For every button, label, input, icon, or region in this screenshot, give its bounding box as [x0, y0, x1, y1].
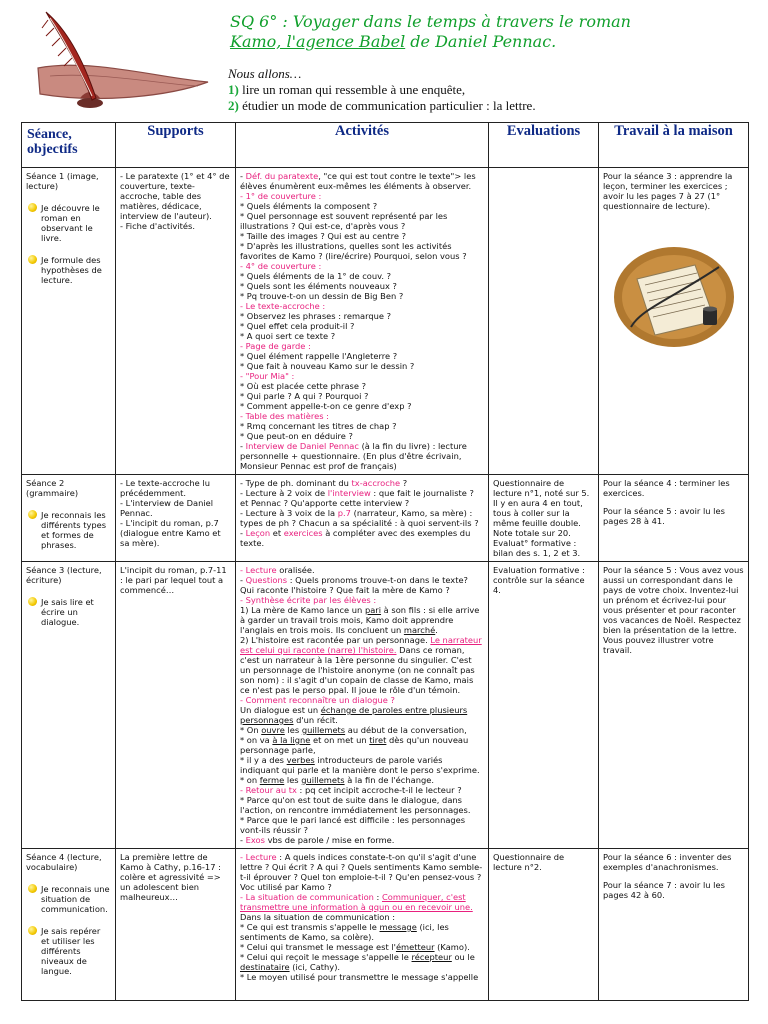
activity-text: vbs de parole / mise en forme.	[264, 835, 395, 845]
activity-line	[240, 892, 484, 922]
activity-text: * A quoi sert ce texte ?	[240, 331, 336, 341]
activity-text: Interview de Daniel Pennac	[245, 441, 359, 451]
activity-text: 1) La mère de Kamo lance un	[240, 605, 365, 615]
activity-text: Dans la situation de communication :	[240, 912, 396, 922]
activity-line	[240, 528, 484, 548]
activity-line	[240, 291, 484, 301]
activity-text: * Pq trouve-t-on un dessin de Big Ben ?	[240, 291, 404, 301]
activity-line	[240, 311, 484, 321]
activity-line	[240, 211, 484, 231]
supports-cell	[116, 475, 236, 562]
travail-item: Pour la séance 4 : terminer les exercices.	[603, 478, 730, 498]
header-supports: Supports	[116, 123, 236, 168]
activity-text: - "Pour Mia" :	[240, 371, 295, 381]
activity-line	[240, 755, 484, 775]
scroll-letter-icon	[611, 239, 737, 351]
activity-text: - Type de ph. dominant du	[240, 478, 352, 488]
activity-text: (à la fin du livre) : lecture personnelle + questionnaire. (En plus d'être écrivain, Monsieur Pennac est prof de français)	[240, 441, 467, 471]
activity-text: récepteur	[411, 952, 452, 962]
intro	[228, 66, 748, 114]
objective-item	[26, 597, 111, 627]
activity-line	[240, 321, 484, 331]
seance-label: Séance 1 (image, lecture)	[26, 171, 99, 191]
goal-2-text: étudier un mode de communication particulier : la lettre.	[238, 98, 536, 113]
travail-cell	[599, 562, 749, 849]
activity-text: l'interview	[327, 488, 371, 498]
activity-text: 2) L'histoire est racontée par un personnage.	[240, 635, 431, 645]
activity-text: les	[284, 725, 302, 735]
evaluations-cell	[489, 475, 599, 562]
activity-text: * Le moyen utilisé pour transmettre le message s'appelle	[240, 972, 479, 982]
activity-line	[240, 241, 484, 261]
seance-label: Séance 4 (lecture, vocabulaire)	[26, 852, 102, 872]
activity-text: * Celui qui transmet le message est l'	[240, 942, 396, 952]
activity-text: * Rmq concernant les titres de chap ?	[240, 421, 397, 431]
evaluations-cell	[489, 849, 599, 1001]
activity-line	[240, 635, 484, 695]
activity-line	[240, 508, 484, 528]
activity-text: - 1° de couverture :	[240, 191, 322, 201]
goal-1-text: lire un roman qui ressemble à une enquête,	[238, 82, 466, 97]
activity-text: à compléter avec des exemples du texte.	[240, 528, 471, 548]
activity-text: message	[379, 922, 417, 932]
activity-line	[240, 431, 484, 441]
activity-text: destinataire	[240, 962, 290, 972]
activity-text: .	[435, 625, 438, 635]
activity-text: * Observez les phrases : remarque ?	[240, 311, 392, 321]
activity-text: * on va	[240, 735, 273, 745]
activity-text: - Comment reconnaître un dialogue ?	[240, 695, 395, 705]
activity-line	[240, 952, 484, 972]
sun-bullet-icon	[28, 510, 37, 519]
objective-text: Je formule des hypothèses de lecture.	[41, 255, 102, 285]
sun-bullet-icon	[28, 926, 37, 935]
activity-text: et on met un	[310, 735, 370, 745]
activity-text: :	[373, 892, 382, 902]
activity-text: * Qui parle ? A qui ? Pourquoi ?	[240, 391, 369, 401]
evaluations-cell	[489, 562, 599, 849]
intro-lead: Nous allons…	[228, 66, 302, 81]
support-item: - L'interview de Daniel Pennac.	[120, 498, 214, 518]
objective-item	[26, 926, 111, 976]
page-title: SQ 6° : Voyager dans le temps à travers le roman	[230, 12, 631, 31]
support-item: La première lettre de Kamo à Cathy, p.16-17 : colère et agressivité => un adolescent bien malheureux…	[120, 852, 221, 902]
activity-line	[240, 371, 484, 381]
goal-1-number: 1)	[228, 82, 239, 97]
activity-text: (Kamo).	[434, 942, 470, 952]
goal-2-number: 2)	[228, 98, 239, 113]
activity-text: -	[240, 835, 246, 845]
activity-line	[240, 391, 484, 401]
sun-bullet-icon	[28, 884, 37, 893]
seance-cell	[22, 475, 116, 562]
activity-text: -	[240, 171, 246, 181]
sun-bullet-icon	[28, 255, 37, 264]
header-evaluations: Evaluations	[489, 123, 599, 168]
title-block	[230, 12, 750, 52]
activity-line	[240, 351, 484, 361]
support-item: - Fiche d'activités.	[120, 221, 195, 231]
activity-line	[240, 605, 484, 635]
activites-cell	[236, 849, 489, 1001]
activity-text: - Lecture	[240, 852, 277, 862]
activity-line	[240, 595, 484, 605]
activity-line	[240, 381, 484, 391]
seance-cell	[22, 168, 116, 475]
activity-line	[240, 795, 484, 815]
table-row	[22, 562, 749, 849]
table-body	[22, 168, 749, 1001]
book-title-line	[230, 32, 750, 52]
activity-line	[240, 942, 484, 952]
activity-text: * Que fait à nouveau Kamo sur le dessin ?	[240, 361, 415, 371]
activity-text: ouvre	[261, 725, 285, 735]
activity-line	[240, 835, 484, 845]
activity-text: au début de la conversation,	[345, 725, 467, 735]
activity-text: * Quel élément rappelle l'Angleterre ?	[240, 351, 398, 361]
activity-line	[240, 785, 484, 795]
activity-text: , "ce qui est tout contre le texte"> les élèves énumèrent eux-mêmes les éléments à observer.	[240, 171, 476, 191]
activity-text: - Lecture à 2 voix de	[240, 488, 328, 498]
goal-1	[228, 82, 748, 98]
activity-text: Exos	[245, 835, 265, 845]
activity-text: marché	[403, 625, 436, 635]
activity-text: * Ce qui est transmis s'appelle le	[240, 922, 380, 932]
evaluation-item: Questionnaire de lecture n°1, noté sur 5. Il y en aura 4 en tout, tous à coller sur la même feuille double. Note totale sur 20. Evaluat° formative : bilan des s. 1, 2 et 3.	[493, 478, 590, 558]
activity-text: oralisée.	[276, 565, 315, 575]
activity-text: - Le texte-accroche :	[240, 301, 326, 311]
objective-text: Je sais lire et écrire un dialogue.	[41, 597, 94, 627]
activity-line	[240, 421, 484, 431]
seance-cell	[22, 849, 116, 1001]
header-travail: Travail à la maison	[599, 123, 749, 168]
activity-line	[240, 705, 484, 725]
evaluation-item: Evaluation formative : contrôle sur la séance 4.	[493, 565, 585, 595]
sun-bullet-icon	[28, 203, 37, 212]
objective-item	[26, 510, 111, 550]
activity-text: d'un récit.	[293, 715, 338, 725]
activity-text: pari	[364, 605, 382, 615]
activity-text: -	[240, 441, 246, 451]
activity-text: Un dialogue est un	[240, 705, 321, 715]
activity-text: et	[270, 528, 284, 538]
travail-item: Pour la séance 7 : avoir lu les pages 42 à 60.	[603, 880, 725, 900]
objective-text: Je sais repérer et utiliser les différents niveaux de langue.	[41, 926, 101, 976]
activites-cell	[236, 475, 489, 562]
activity-line	[240, 301, 484, 311]
activity-text: -	[240, 575, 246, 585]
activity-line	[240, 565, 484, 575]
activity-text: * Taille des images ? Qui est au centre ?	[240, 231, 406, 241]
activity-text: * Celui qui reçoit le message s'appelle le	[240, 952, 412, 962]
activity-line	[240, 488, 484, 508]
objective-text: Je reconnais les différents types et formes de phrases.	[41, 510, 107, 550]
header-activites: Activités	[236, 123, 489, 168]
table-row	[22, 168, 749, 475]
activity-text: Leçon	[245, 528, 271, 538]
activity-line	[240, 411, 484, 421]
activity-line	[240, 231, 484, 241]
activity-line	[240, 852, 484, 892]
supports-cell	[116, 562, 236, 849]
travail-cell	[599, 475, 749, 562]
activity-text: tiret	[369, 735, 387, 745]
support-item: - Le paratexte (1° et 4° de couverture, texte-accroche, table des matières, dédicace, interview de l'auteur).	[120, 171, 230, 221]
activity-line	[240, 922, 484, 942]
activity-text: - Table des matières :	[240, 411, 329, 421]
activity-text: * Parce que le pari lancé est difficile : les personnages vont-ils réussir ?	[240, 815, 466, 835]
activity-text: à la ligne	[272, 735, 311, 745]
book-author: de Daniel Pennac.	[405, 32, 557, 51]
seance-label: Séance 3 (lecture, écriture)	[26, 565, 102, 585]
support-item: - L'incipit du roman, p.7 (dialogue entre Kamo et sa mère).	[120, 518, 221, 548]
activity-text: * Que peut-on en déduire ?	[240, 431, 353, 441]
activity-text: ?	[400, 478, 408, 488]
activity-line	[240, 271, 484, 281]
activity-text: introducteurs de parole variés indiquant qui parle et la manière dont le perso s'exprime.	[240, 755, 480, 775]
activity-text: Déf. du paratexte	[245, 171, 319, 181]
activity-text: guillemets	[301, 725, 346, 735]
activity-text: * Parce qu'on est tout de suite dans le dialogue, dans l'action, on rencontre immédiatement les personnages.	[240, 795, 471, 815]
evaluation-item: Questionnaire de lecture n°2.	[493, 852, 565, 872]
activity-line	[240, 281, 484, 291]
table-row	[22, 849, 749, 1001]
activity-text: * On	[240, 725, 262, 735]
activity-text: émetteur	[395, 942, 435, 952]
activity-text: * on	[240, 775, 260, 785]
supports-cell	[116, 849, 236, 1001]
activity-line	[240, 261, 484, 271]
activity-text: - Page de garde :	[240, 341, 311, 351]
activity-text: -	[240, 528, 246, 538]
activity-text: - Lecture	[240, 565, 277, 575]
activity-text: ou le	[451, 952, 475, 962]
activity-text: dès qu'un nouveau personnage parle,	[240, 735, 469, 755]
support-item: - Le texte-accroche lu précédemment.	[120, 478, 210, 498]
objective-item	[26, 203, 111, 243]
activity-text: Questions	[245, 575, 288, 585]
table-header-row	[22, 123, 749, 168]
activity-text: * Quels sont les éléments nouveaux ?	[240, 281, 397, 291]
travail-item: Pour la séance 6 : inventer des exemples d'anachronismes.	[603, 852, 732, 872]
activity-line	[240, 478, 484, 488]
book-title: Kamo, l'agence Babel	[230, 32, 406, 51]
activity-text: guillemets	[301, 775, 345, 785]
activity-line	[240, 201, 484, 211]
activity-text: à son fils : si elle arrive à garder un travail trois mois, Kamo doit apprendre l'anglais en trois mois. Ils concluent un	[240, 605, 480, 635]
activity-text: : A quels indices constate-t-on qu'il s'agit d'une lettre ? Qui écrit ? A qui ? Quels sentiments Kamo semble-t-il éprouver ? Quel ton emploie-t-il ? Qu'en pensez-vous ? Voc utilisé par Kamo ?	[240, 852, 483, 892]
activity-text: (ici, les sentiments de Kamo, sa colère).	[240, 922, 449, 942]
evaluations-cell	[489, 168, 599, 475]
activity-line	[240, 575, 484, 595]
activity-text: * Quels éléments la composent ?	[240, 201, 378, 211]
activity-line	[240, 361, 484, 371]
activity-line	[240, 775, 484, 785]
table-row	[22, 475, 749, 562]
activity-text: : pq cet incipit accroche-t-il le lecteur ?	[296, 785, 462, 795]
activity-text: - Lecture à 3 voix de la	[240, 508, 338, 518]
activity-text: * Quels éléments de la 1° de couv. ?	[240, 271, 392, 281]
supports-cell	[116, 168, 236, 475]
objective-text: Je découvre le roman en observant le livre.	[41, 203, 100, 243]
activity-text: Dans ce roman, c'est un narrateur à la 1ère personne du singulier. C'est un personnage de l'histoire anonyme (on ne connaît pas son nom) : il s'agit d'un copain de classe de Kamo, mais ce n'est pas le perso ppal. Il joue le rôle d'un témoin.	[240, 645, 475, 695]
activity-text: : Quels pronoms trouve-t-on dans le texte? Qui raconte l'histoire ? Que fait la mère de Kamo ?	[240, 575, 468, 595]
activity-line	[240, 735, 484, 755]
support-item: L'incipit du roman, p.7-11 : le pari par lequel tout a commencé…	[120, 565, 227, 595]
activity-line	[240, 815, 484, 835]
activity-text: tx-accroche	[351, 478, 401, 488]
activity-text: échange de paroles entre plusieurs personnages	[240, 705, 468, 725]
activity-text: - Synthèse écrite par les élèves :	[240, 595, 377, 605]
activity-text: * il y a des	[240, 755, 287, 765]
activity-text: Communiquer, c'est transmettre une information à qqun ou en recevoir une.	[240, 892, 473, 912]
activity-line	[240, 725, 484, 735]
travail-item: Pour la séance 3 : apprendre la leçon, terminer les exercices ; avoir lu les pages 7 à 27 (1° questionnaire de lecture).	[603, 171, 733, 211]
activity-line	[240, 341, 484, 351]
activity-line	[240, 695, 484, 705]
activity-line	[240, 331, 484, 341]
travail-item: Pour la séance 5 : avoir lu les pages 28 à 41.	[603, 506, 725, 526]
activity-line	[240, 972, 484, 982]
activity-text: à la fin de l'échange.	[344, 775, 434, 785]
progression-table	[21, 122, 749, 1001]
objective-item	[26, 255, 111, 285]
activity-text: * Où est placée cette phrase ?	[240, 381, 366, 391]
activity-text: ferme	[259, 775, 285, 785]
activity-line	[240, 171, 484, 191]
activity-text: * Quel personnage est souvent représenté par les illustrations ? Qui est-ce, d'après vous ?	[240, 211, 448, 231]
header-seance: Séance, objectifs	[22, 123, 116, 168]
activity-text: * Comment appelle-t-on ce genre d'exp ?	[240, 401, 412, 411]
activites-cell	[236, 168, 489, 475]
travail-cell	[599, 168, 749, 475]
activity-text: : que fait le journaliste ? et Pennac ? Qu'apporte cette interview ?	[240, 488, 474, 508]
activity-text: Le narrateur est celui qui raconte (narre) l'histoire.	[240, 635, 482, 655]
activity-text: (ici, Cathy).	[289, 962, 341, 972]
activity-text: verbes	[286, 755, 315, 765]
activity-text: - La situation de communication	[240, 892, 374, 902]
activity-text: - Retour au tx	[240, 785, 297, 795]
activity-text: * D'après les illustrations, quelles sont les activités favorites de Kamo ? (lire/écrire) Pourquoi, selon vous ?	[240, 241, 467, 261]
goal-2	[228, 98, 748, 114]
objective-text: Je reconnais une situation de communication.	[41, 884, 110, 914]
travail-item: Pour la séance 5 : Vous avez vous aussi un correspondant dans le pays de votre choix. Inventez-lui un prénom et écrivez-lui pour vous présenter et pour raconter vos vacances de Noël. Respectez bien la présentation de la lettre. Vous pouvez illustrer votre travail.	[603, 565, 744, 655]
objective-item	[26, 884, 111, 914]
sun-bullet-icon	[28, 597, 37, 606]
activites-cell	[236, 562, 489, 849]
activity-line	[240, 441, 484, 471]
activity-line	[240, 401, 484, 411]
travail-cell	[599, 849, 749, 1001]
quill-inkwell-icon	[20, 6, 220, 118]
seance-cell	[22, 562, 116, 849]
activity-text: p.7	[337, 508, 351, 518]
activity-text: - 4° de couverture :	[240, 261, 322, 271]
activity-text: * Quel effet cela produit-il ?	[240, 321, 355, 331]
activity-line	[240, 191, 484, 201]
activity-text: (narrateur, Kamo, sa mère) : types de ph ? Chacun a sa spécialité : à quoi servent-ils ?	[240, 508, 479, 528]
activity-text: les	[284, 775, 302, 785]
seance-label: Séance 2 (grammaire)	[26, 478, 79, 498]
activity-text: exercices	[283, 528, 323, 538]
